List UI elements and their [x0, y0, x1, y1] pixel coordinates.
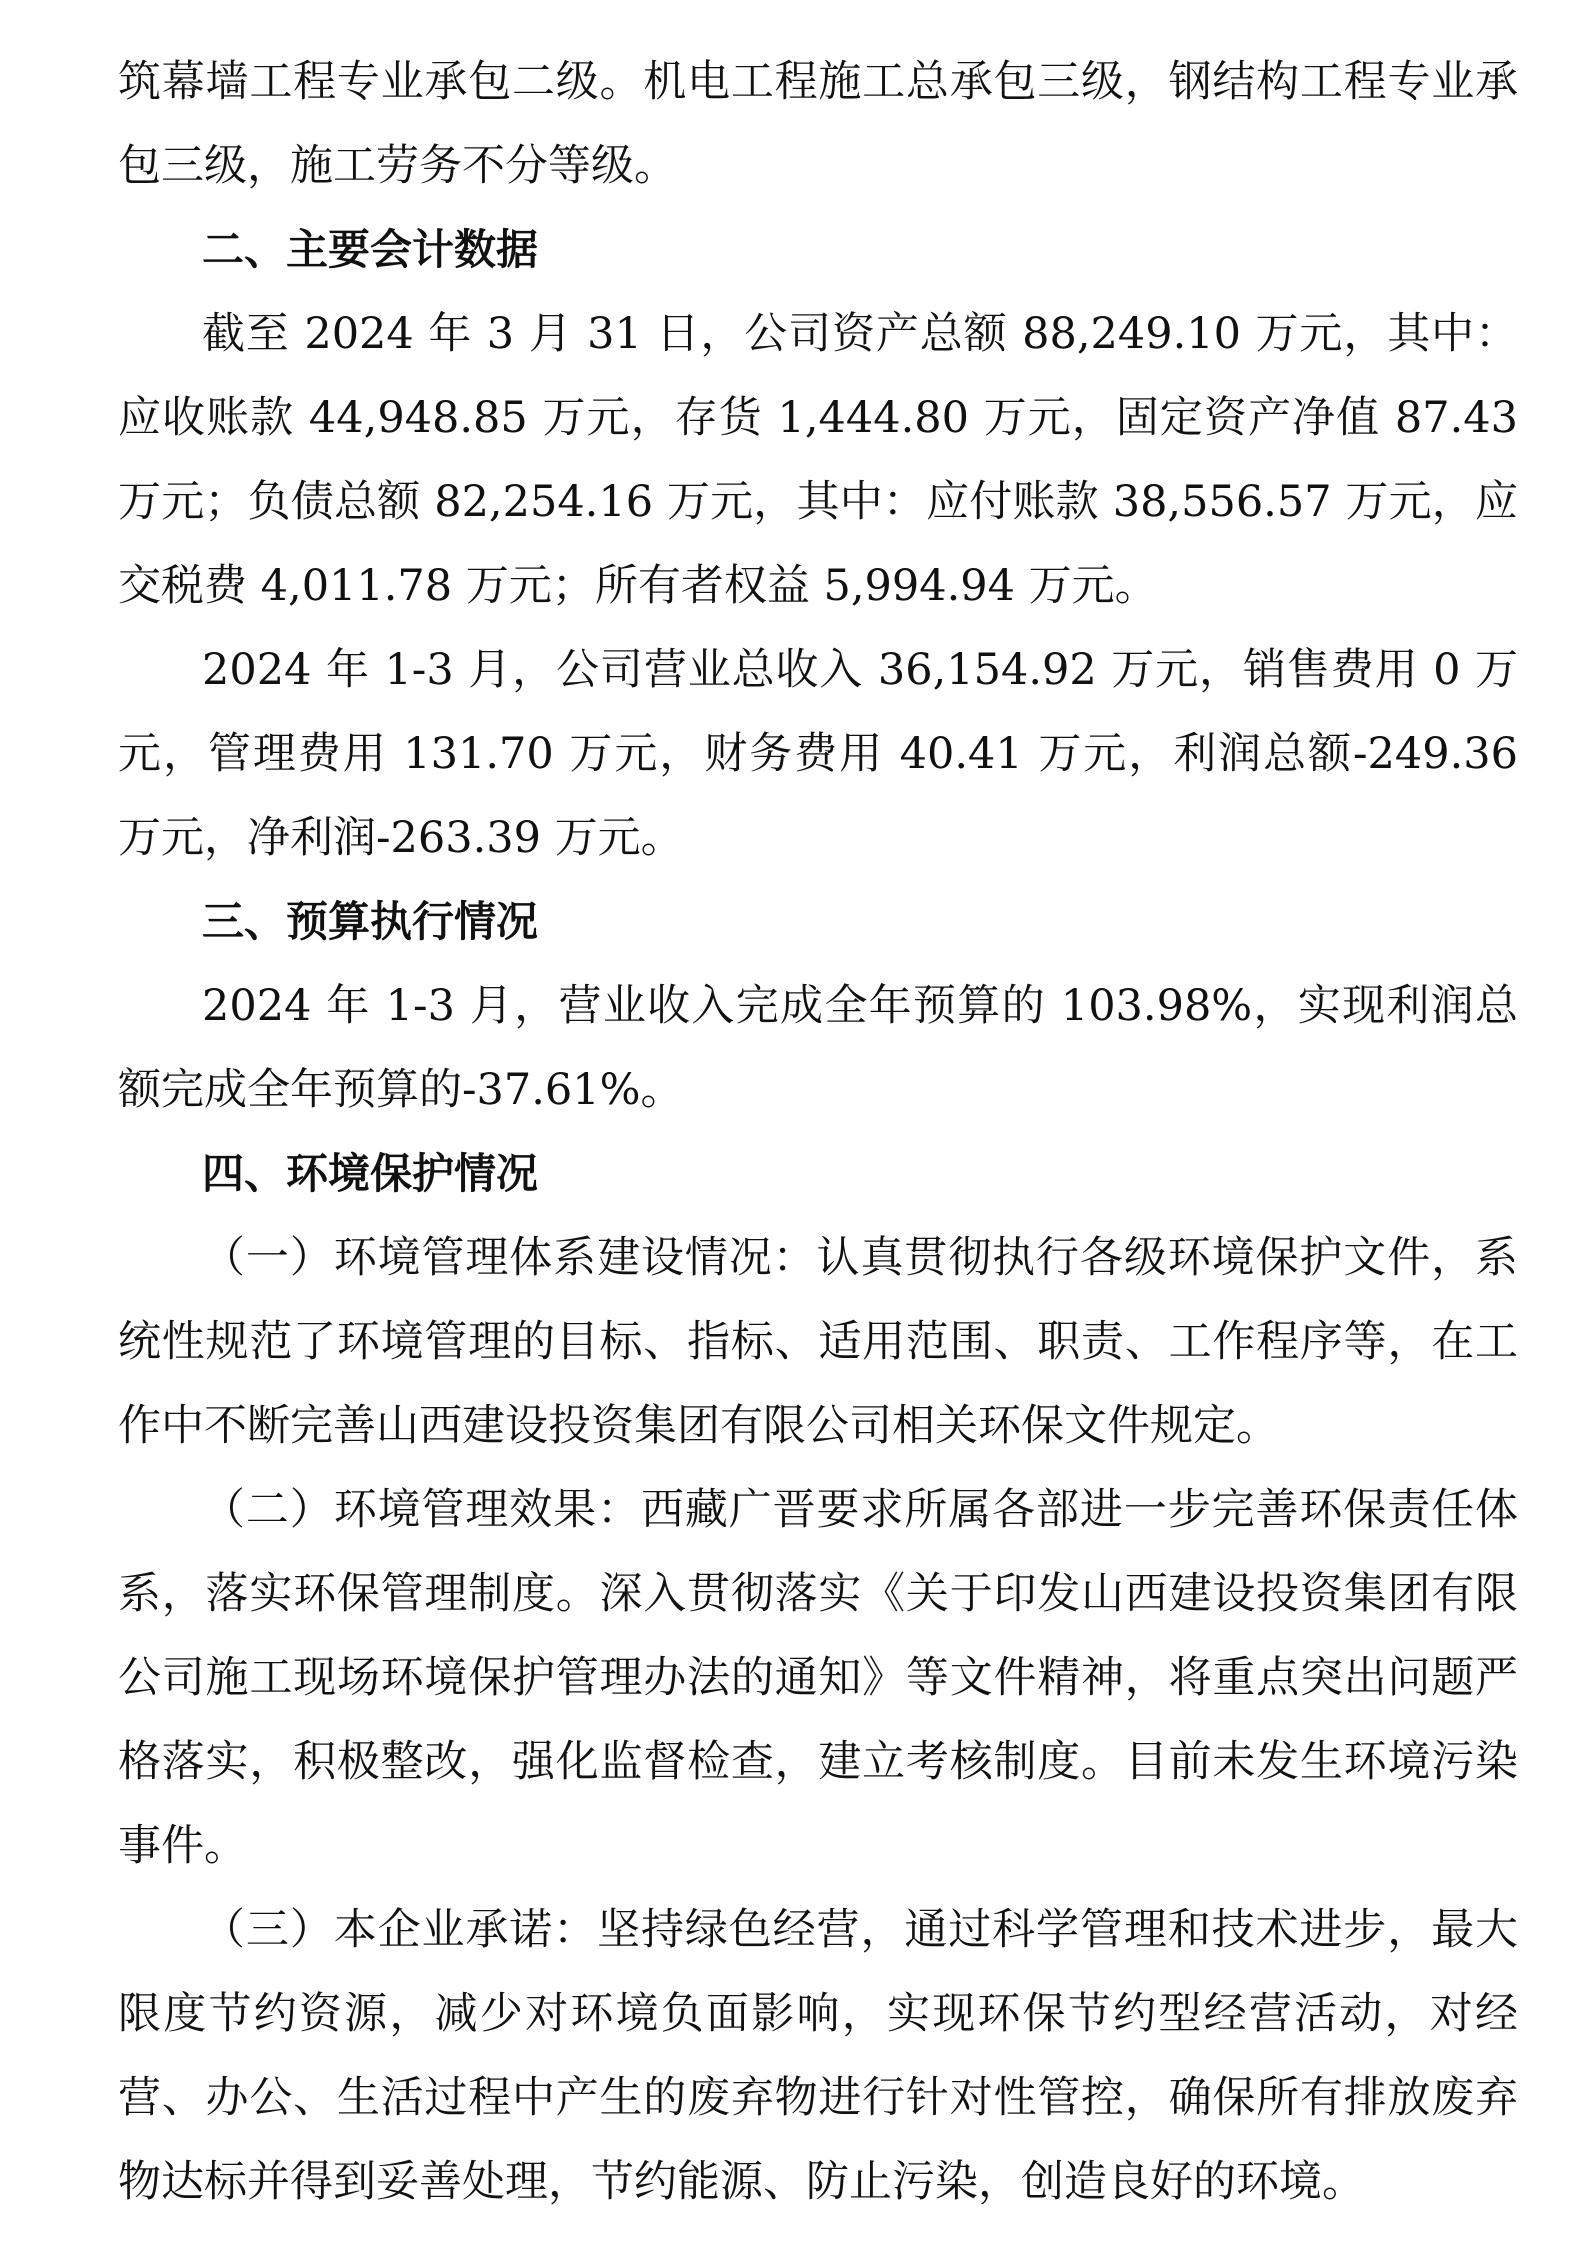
- section-heading-budget: 三、预算执行情况: [202, 897, 539, 946]
- document-page: [118, 40, 1518, 2224]
- paragraph-env-commitment: （三）本企业承诺：坚持绿色经营，通过科学管理和技术进步，最大限度节约资源，减少对环境负面影响，实现环保节约型经营活动，对经营、办公、生活过程中产生的废弃物进行针对性管控，确保所有排放废弃物达标并得到妥善处理，节约能源、防止污染，创造良好的环境。: [118, 1905, 1518, 2207]
- paragraph-env-effect: （二）环境管理效果：西藏广晋要求所属各部进一步完善环保责任体系，落实环保管理制度。深入贯彻落实《关于印发山西建设投资集团有限公司施工现场环境保护管理办法的通知》等文件精神，将重点突出问题严格落实，积极整改，强化监督检查，建立考核制度。目前未发生环境污染事件。: [118, 1485, 1518, 1871]
- paragraph-income-profit: 2024 年 1-3 月，公司营业总收入 36,154.92 万元，销售费用 0 万元，管理费用 131.70 万元，财务费用 40.41 万元，利润总额-249.36 万元，净利润-263.39 万元。: [118, 645, 1518, 863]
- paragraph-budget-execution: 2024 年 1-3 月，营业收入完成全年预算的 103.98%，实现利润总额完成全年预算的-37.61%。: [118, 981, 1518, 1115]
- paragraph-env-system: （一）环境管理体系建设情况：认真贯彻执行各级环境保护文件，系统性规范了环境管理的目标、指标、适用范围、职责、工作程序等，在工作中不断完善山西建设投资集团有限公司相关环保文件规定。: [118, 1233, 1518, 1451]
- section-heading-environment: 四、环境保护情况: [202, 1149, 539, 1198]
- paragraph-assets-liabilities: 截至 2024 年 3 月 31 日，公司资产总额 88,249.10 万元，其中：应收账款 44,948.85 万元，存货 1,444.80 万元，固定资产净值 87.43 万元；负债总额 82,254.16 万元，其中：应付账款 38,556.57 万元，应交税费 4,011.78 万元；所有者权益 5,994.94 万元。: [118, 309, 1518, 611]
- paragraph-qualifications: 筑幕墙工程专业承包二级。机电工程施工总承包三级，钢结构工程专业承包三级，施工劳务不分等级。: [118, 57, 1518, 191]
- section-heading-accounting-data: 二、主要会计数据: [202, 225, 539, 274]
